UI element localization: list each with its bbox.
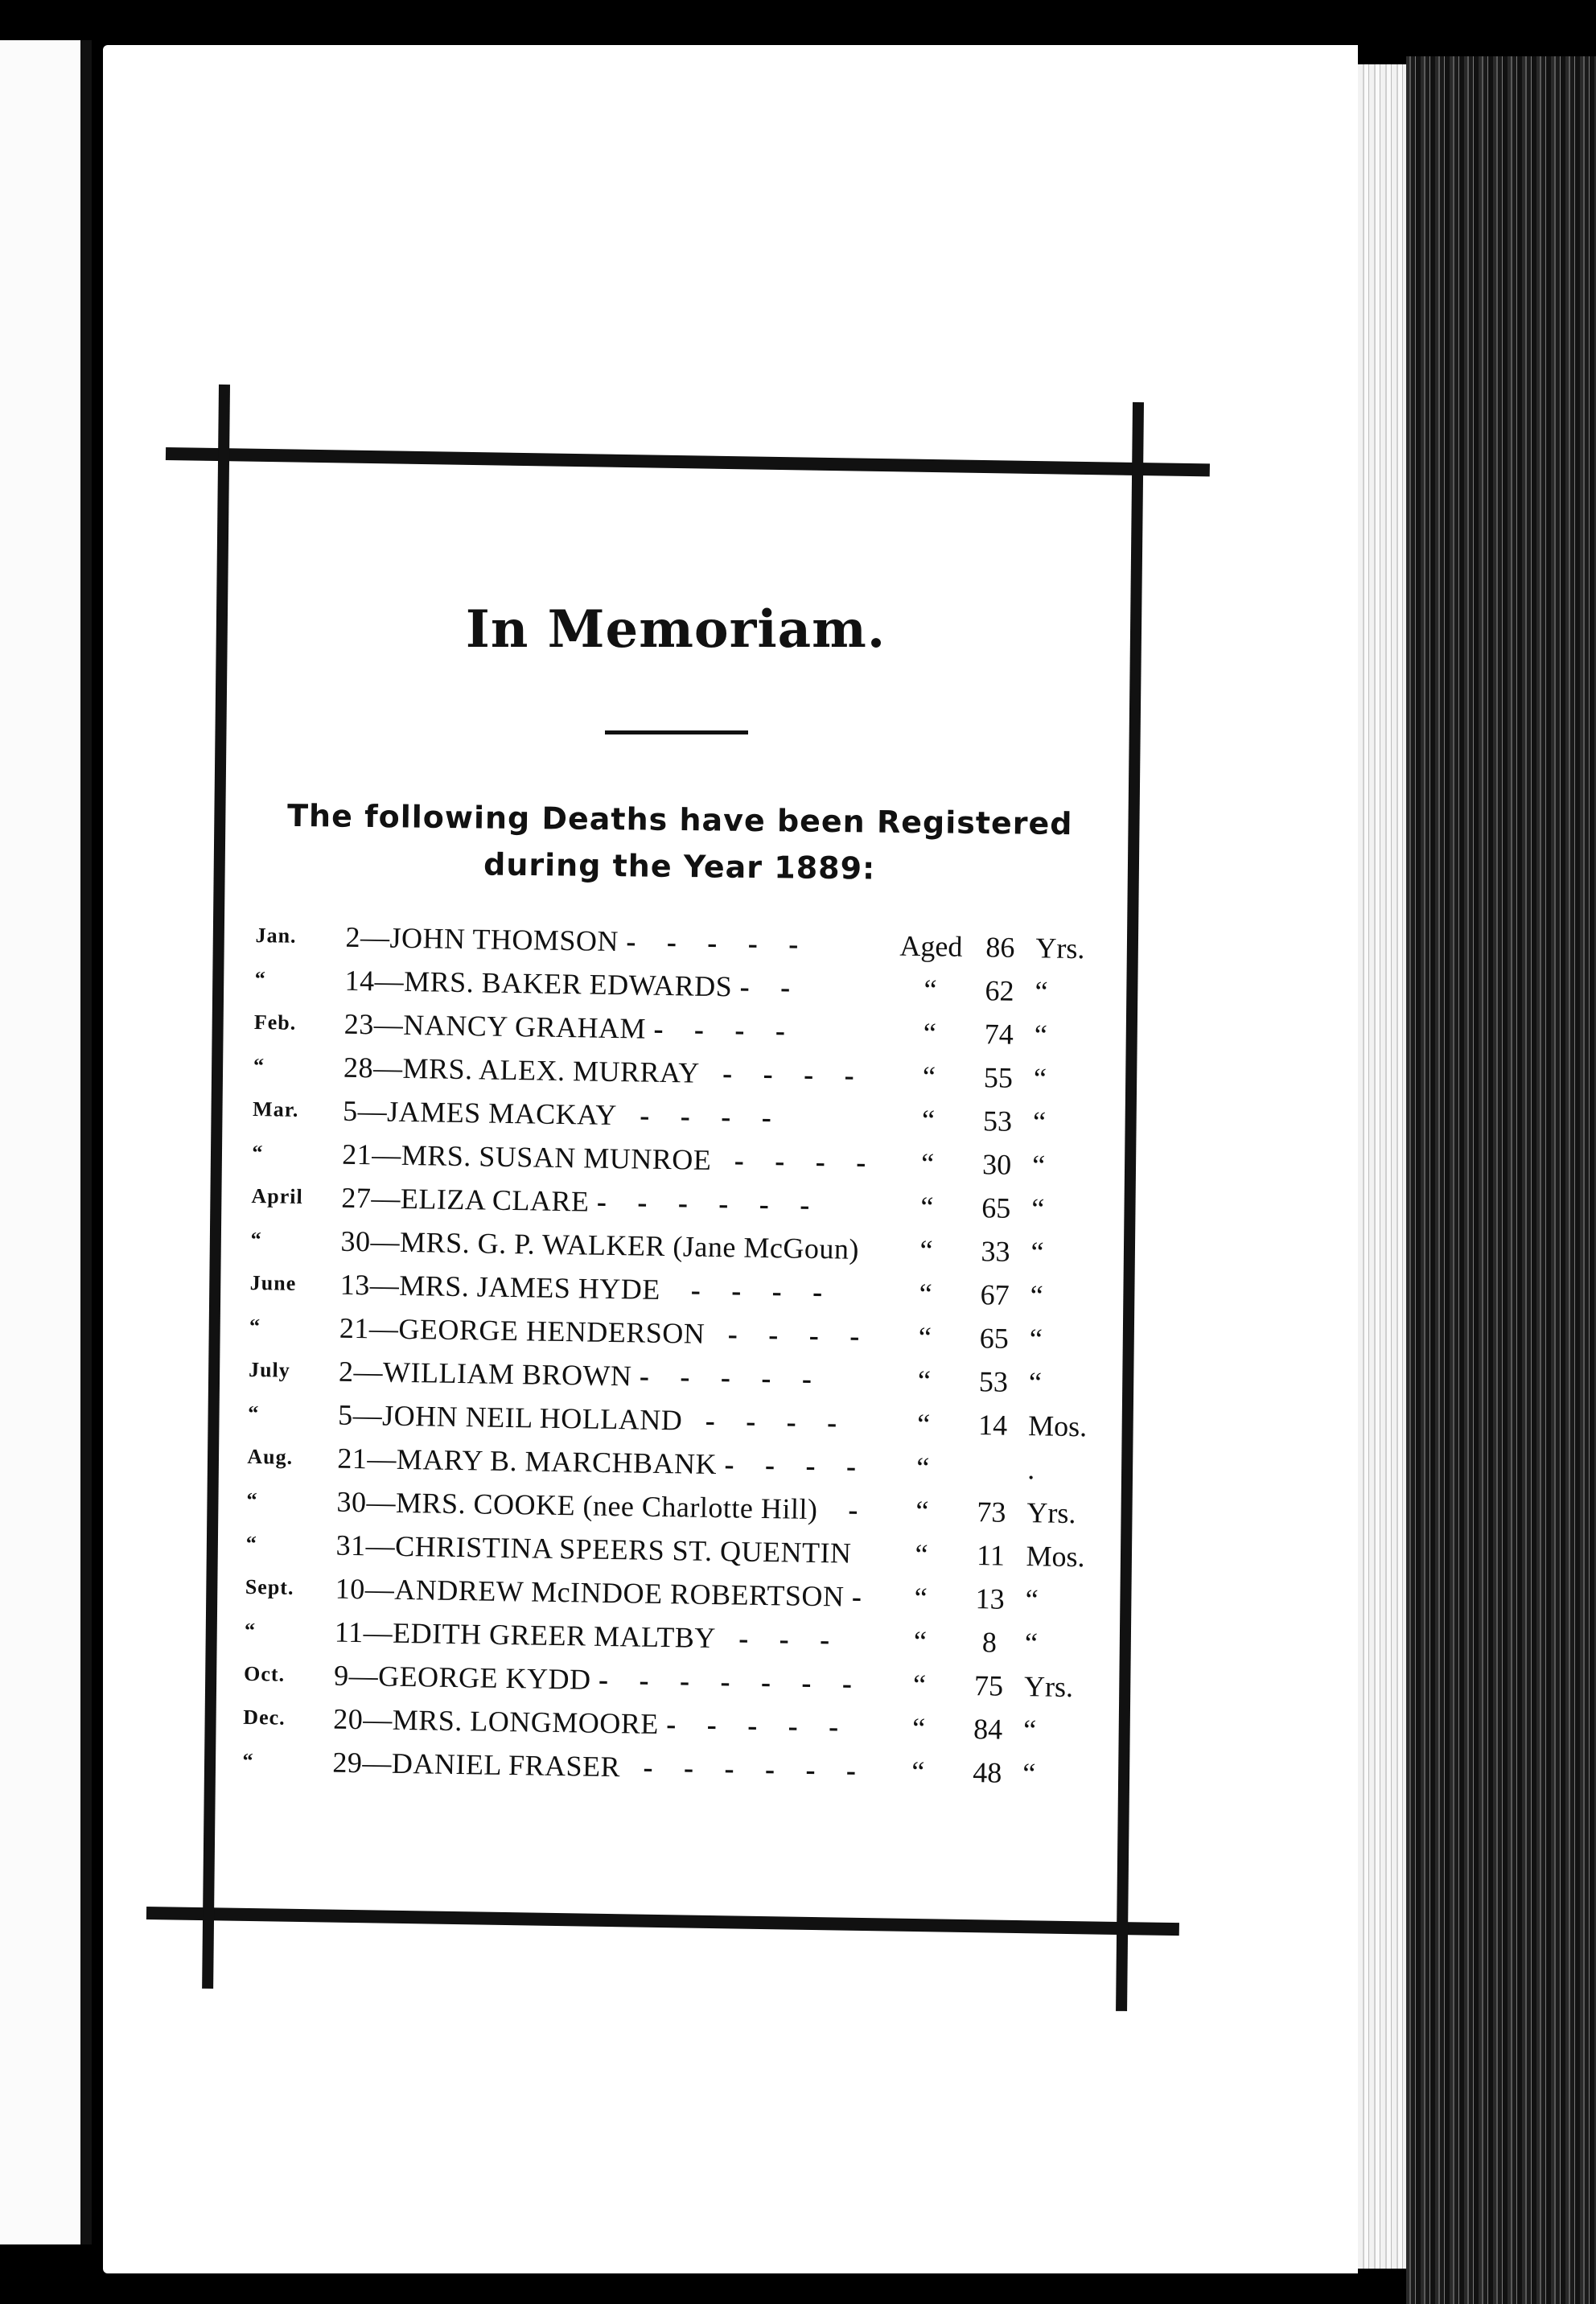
entry-age-unit: Yrs. [1026, 1496, 1076, 1530]
entry-age: 65 [979, 1322, 1010, 1355]
entry-name-text: 5—JOHN NEIL HOLLAND [337, 1398, 683, 1437]
entry-aged-prefix: “ [911, 1711, 926, 1745]
entry-leader-dashes: - - - - [681, 1404, 838, 1439]
entry-aged-prefix: “ [921, 1104, 936, 1137]
entry-leader-dashes: - - - - - [658, 1707, 840, 1743]
entry-name [344, 964, 892, 1006]
entry-aged-prefix: “ [918, 1321, 932, 1354]
entry-leader-dashes: - - - - [705, 1317, 861, 1352]
entry-name-text: 21—GEORGE HENDERSON [339, 1311, 705, 1350]
page-edges [1358, 64, 1406, 2269]
entry-aged-prefix: “ [919, 1277, 932, 1310]
entry-name [333, 1702, 881, 1745]
entry-month: “ [245, 1531, 257, 1556]
entry-age: 30 [981, 1148, 1012, 1181]
entry-month: “ [242, 1748, 254, 1773]
entry-month: April [251, 1183, 303, 1208]
entry-name [344, 1007, 892, 1050]
entry-leader-dashes: - - - - [660, 1273, 824, 1309]
entry-aged-prefix: Aged [899, 929, 963, 963]
entry-age: 84 [973, 1713, 1003, 1746]
entry-month: June [249, 1270, 297, 1295]
entry-age: 11 [976, 1539, 1006, 1572]
entry-month: Sept. [245, 1574, 294, 1599]
entry-age-unit: Mos. [1026, 1540, 1085, 1574]
entry-aged-prefix: “ [914, 1581, 928, 1615]
entry-leader-dashes: - - - - [616, 1099, 772, 1134]
death-register-list [242, 914, 1092, 1796]
entry-name [343, 1094, 891, 1137]
entry-age-unit: “ [1025, 1583, 1039, 1616]
entry-age: 33 [981, 1235, 1010, 1268]
entry-leader-dashes: - - [731, 970, 792, 1004]
entry-age-unit: “ [1033, 1062, 1047, 1095]
entry-name-text: 27—ELIZA CLARE [341, 1181, 590, 1218]
entry-name-text: 20—MRS. LONGMOORE [332, 1702, 660, 1740]
entry-leader-dashes: - [817, 1493, 859, 1526]
entry-leader-dashes: - - - [715, 1622, 831, 1656]
entry-name [343, 1051, 891, 1093]
entry-name [336, 1485, 884, 1528]
entry-month: “ [246, 1487, 258, 1512]
entry-leader-dashes: - - - - [716, 1448, 857, 1483]
entry-aged-prefix: “ [920, 1191, 934, 1224]
entry-name [335, 1528, 883, 1571]
entry-age-unit: . [1026, 1453, 1035, 1486]
entry-aged-prefix: “ [922, 1060, 936, 1093]
entry-month: Feb. [253, 1010, 297, 1035]
entry-month: Oct. [243, 1661, 286, 1686]
entry-leader-dashes: - - - - - [631, 1360, 812, 1395]
entry-month: “ [254, 966, 266, 991]
entry-age: 14 [977, 1409, 1008, 1442]
entry-name [335, 1615, 882, 1658]
entry-aged-prefix: “ [916, 1407, 931, 1441]
entry-aged-prefix: “ [917, 1364, 932, 1397]
entry-aged-prefix: “ [915, 1537, 928, 1571]
entry-month: Mar. [252, 1096, 299, 1121]
entry-name [339, 1311, 887, 1354]
subtitle-line-1: The following Deaths have been Registered [286, 797, 1073, 842]
entry-month: Aug. [247, 1444, 294, 1469]
entry-age-unit: “ [1028, 1366, 1043, 1399]
entry-name [342, 1138, 890, 1180]
entry-age-unit: “ [1024, 1627, 1039, 1660]
entry-leader-dashes: - - - - [699, 1056, 855, 1092]
entry-name [335, 1572, 883, 1615]
entry-age-unit: “ [1032, 1105, 1047, 1138]
entry-aged-prefix: “ [915, 1450, 930, 1484]
entry-month: “ [249, 1314, 261, 1339]
subtitle-line-2: during the Year 1889: [483, 846, 876, 887]
entry-name [338, 1398, 886, 1441]
entry-aged-prefix: “ [913, 1624, 928, 1658]
entry-month: July [248, 1357, 291, 1382]
entry-month: “ [250, 1227, 262, 1252]
entry-name [334, 1659, 882, 1701]
entry-name-text: 31—CHRISTINA SPEERS ST. QUENTIN [335, 1528, 852, 1570]
entry-name [339, 1268, 887, 1310]
entry-age-unit: “ [1030, 1279, 1043, 1312]
entry-age-unit: “ [1035, 975, 1048, 1008]
entry-name-text: 30—MRS. COOKE (nee Charlotte Hill) [336, 1485, 818, 1526]
entry-name-text: 2—JOHN THOMSON [345, 920, 619, 958]
entry-name-text: 10—ANDREW McINDOE ROBERTSON [335, 1572, 845, 1613]
entry-age-unit: “ [1031, 1149, 1046, 1182]
entry-age: 62 [985, 974, 1014, 1007]
entry-aged-prefix: “ [915, 1494, 929, 1528]
entry-leader-dashes: - [844, 1580, 862, 1613]
entry-age: 73 [977, 1496, 1006, 1528]
entry-name-text: 14—MRS. BAKER EDWARDS [344, 964, 733, 1003]
entry-month: “ [253, 1053, 265, 1078]
entry-age: 53 [982, 1105, 1013, 1138]
entry-name-text: 23—NANCY GRAHAM [343, 1007, 647, 1045]
entry-month: “ [252, 1140, 264, 1165]
entry-aged-prefix: “ [919, 1234, 933, 1267]
entry-aged-prefix: “ [920, 1147, 935, 1180]
entry-age: 74 [984, 1018, 1014, 1051]
entry-age-unit: “ [1030, 1236, 1044, 1269]
book-fore-edge [1406, 56, 1596, 2304]
left-page-edge [0, 40, 92, 2244]
entry-age: 55 [983, 1061, 1014, 1094]
entry-age [961, 1468, 1022, 1469]
entry-aged-prefix: “ [911, 1755, 925, 1788]
entry-month: Jan. [255, 923, 297, 948]
entry-age-unit: Mos. [1027, 1409, 1088, 1443]
entry-age-unit: Yrs. [1023, 1670, 1074, 1704]
entry-age-unit: “ [1031, 1192, 1045, 1225]
entry-age: 8 [981, 1626, 998, 1659]
title-divider [605, 730, 748, 734]
entry-name-text: 21—MRS. SUSAN MUNROE [342, 1138, 712, 1176]
entry-name [332, 1746, 880, 1788]
page-title: In Memoriam. [465, 599, 886, 660]
entry-aged-prefix: “ [923, 973, 937, 1006]
entry-name-text: 30—MRS. G. P. WALKER (Jane McGoun) [340, 1224, 860, 1265]
entry-name [341, 1181, 889, 1224]
entry-age: 53 [978, 1365, 1009, 1398]
entry-age-unit: “ [1022, 1714, 1037, 1747]
entry-name [340, 1224, 888, 1267]
entry-age: 86 [985, 931, 1015, 964]
entry-age: 13 [975, 1582, 1006, 1615]
entry-leader-dashes: - - - - - - [619, 1751, 857, 1787]
entry-age-unit: “ [1034, 1018, 1048, 1051]
subtitle [241, 792, 1118, 894]
entry-aged-prefix: “ [923, 1017, 937, 1050]
entry-name-text: 13—MRS. JAMES HYDE [339, 1268, 661, 1306]
entry-leader-dashes: - - - - - - - [590, 1663, 853, 1700]
entry-leader-dashes: - - - - - [618, 925, 800, 961]
entry-month: Dec. [243, 1705, 286, 1730]
entry-name-text: 9—GEORGE KYDD [333, 1659, 591, 1696]
entry-name [339, 1355, 886, 1397]
entry-aged-prefix: “ [912, 1668, 927, 1701]
entry-name-text: 21—MARY B. MARCHBANK [337, 1442, 718, 1481]
entry-age-unit: Yrs. [1035, 932, 1085, 965]
entry-leader-dashes: - - - - [645, 1012, 786, 1047]
entry-age: 65 [981, 1191, 1011, 1224]
entry-month: “ [248, 1401, 260, 1426]
entry-name-text: 29—DANIEL FRASER [332, 1746, 621, 1784]
entry-name [345, 920, 893, 963]
entry-name-text: 11—EDITH GREER MALTBY [334, 1615, 717, 1655]
entry-age: 48 [973, 1756, 1002, 1789]
entry-age-unit: “ [1029, 1323, 1043, 1356]
entry-month: “ [244, 1618, 257, 1643]
entry-name-text: 5—JAMES MACKAY [342, 1094, 618, 1132]
entry-leader-dashes: - - - - - - [589, 1185, 811, 1221]
entry-age-unit: “ [1022, 1757, 1036, 1790]
entry-name-text: 2—WILLIAM BROWN [338, 1355, 632, 1393]
entry-name [337, 1442, 885, 1484]
entry-leader-dashes: - - - - [711, 1143, 867, 1179]
entry-name-text: 28—MRS. ALEX. MURRAY [343, 1051, 701, 1089]
entry-age: 75 [973, 1669, 1004, 1702]
entry-age: 67 [980, 1278, 1010, 1311]
